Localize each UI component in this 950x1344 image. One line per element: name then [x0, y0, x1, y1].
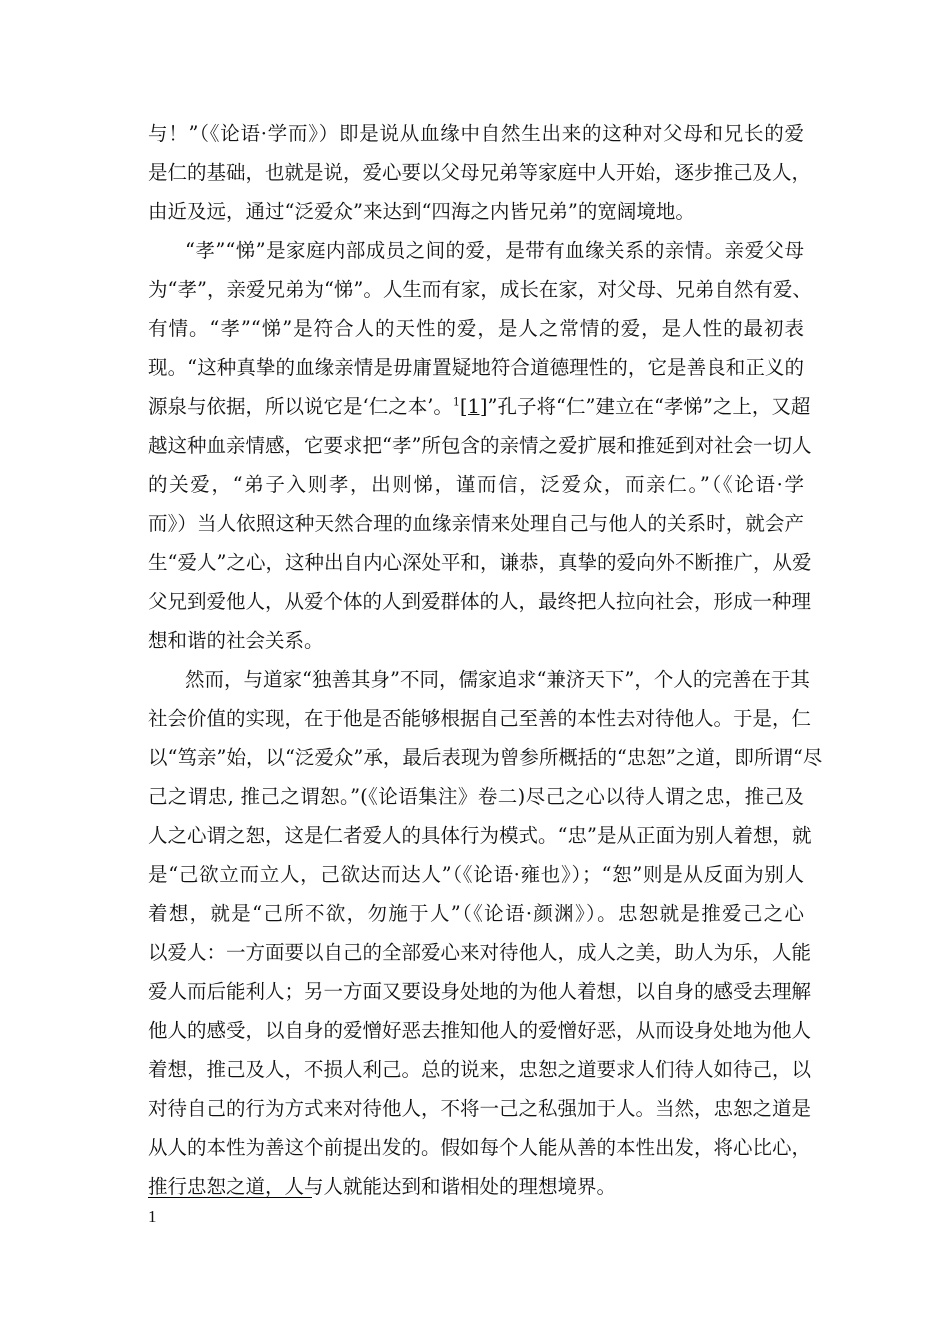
text-line: 推行忠恕之道，人与人就能达到和谐相处的理想境界。 [148, 1175, 617, 1198]
text-line: 以爱人：一方面要以自己的全部爱心来对待他人，成人之美，助人为乐，人能 [148, 941, 812, 964]
citation-text-after: ”孔子将“仁”建立在“孝悌”之上，又超 [487, 395, 811, 418]
citation-text-before: 源泉与依据，所以说它是‘仁之本’。 [148, 395, 453, 418]
text-line: 他人的感受，以自身的爱憎好恶去推知他人的爱憎好恶，从而设身处地为他人 [148, 1019, 812, 1042]
text-line: 与！”（《论语·学而》）即是说从血缘中自然生出来的这种对父母和兄长的爱 [148, 122, 804, 145]
paragraph-first-line: 然而，与道家“独善其身”不同，儒家追求“兼济天下”，个人的完善在于其 [185, 668, 810, 691]
text-line: 越这种血亲情感，它要求把“孝”所包含的亲情之爱扩展和推延到对社会一切人 [148, 434, 812, 457]
text-line: 的关爱，“弟子入则孝，出则悌，谨而信，泛爱众，而亲仁。”（《论语·学 [148, 473, 804, 496]
text-line: 着想，就是“己所不欲，勿施于人”（《论语·颜渊》）。忠恕就是推爱己之心 [148, 902, 804, 925]
footnote-number: 1 [148, 1207, 157, 1226]
text-line: 想和谐的社会关系。 [148, 629, 324, 652]
text-line: 人之心谓之恕，这是仁者爱人的具体行为模式。“忠”是从正面为别人着想，就 [148, 824, 812, 847]
text-line: 有情。“孝”“悌”是符合人的天性的爱，是人之常情的爱，是人性的最初表 [148, 317, 804, 340]
text-line: 以“笃亲”始，以“泛爱众”承，最后表现为曾参所概括的“忠恕”之道，即所谓“尽 [148, 746, 823, 769]
text-line: 为“孝”，亲爱兄弟为“悌”。人生而有家，成长在家，对父母、兄弟自然有爱、 [148, 278, 812, 301]
text-line: 爱人而后能利人；另一方面又要设身处地的为他人着想，以自身的感受去理解 [148, 980, 812, 1003]
text-line: 着想，推己及人，不损人利己。总的说来，忠恕之道要求人们待人如待己，以 [148, 1058, 812, 1081]
text-line: 是仁的基础，也就是说，爱心要以父母兄弟等家庭中人开始，逐步推己及人， [148, 161, 812, 184]
text-line: 父兄到爱他人，从爱个体的人到爱群体的人，最终把人拉向社会，形成一种理 [148, 590, 812, 613]
text-line: 从人的本性为善这个前提出发的。假如每个人能从善的本性出发，将心比心， [148, 1136, 812, 1159]
text-line: 生“爱人”之心，这种出自内心深处平和，谦恭，真挚的爱向外不断推广，从爱 [148, 551, 812, 574]
text-line: 是“己欲立而立人，己欲达而达人”（《论语·雍也》）；“恕”则是从反面为别人 [148, 863, 804, 886]
text-line: 对待自己的行为方式来对待他人，不将一己之私强加于人。当然，忠恕之道是 [148, 1097, 812, 1120]
text-line: 现。“这种真挚的血缘亲情是毋庸置疑地符合道德理性的，它是善良和正义的 [148, 356, 804, 379]
text-line: 己之谓忠, 推己之谓恕。”(《论语集注》卷二)尽己之心以待人谓之忠，推己及 [148, 785, 804, 808]
footnote-reference-link[interactable]: [1] [459, 395, 488, 418]
text-line-with-citation [148, 387, 811, 427]
footnote-separator [148, 1197, 312, 1198]
footnote-marker: 1 [452, 395, 460, 409]
text-line: 而》）当人依照这种天然合理的血缘亲情来处理自己与他人的关系时，就会产 [148, 512, 804, 535]
text-line: 社会价值的实现，在于他是否能够根据自己至善的本性去对待他人。于是，仁 [148, 707, 812, 730]
paragraph-first-line: “孝”“悌”是家庭内部成员之间的爱，是带有血缘关系的亲情。亲爱父母 [185, 239, 804, 262]
text-line: 由近及远，通过“泛爱众”来达到“四海之内皆兄弟”的宽阔境地。 [148, 200, 695, 223]
